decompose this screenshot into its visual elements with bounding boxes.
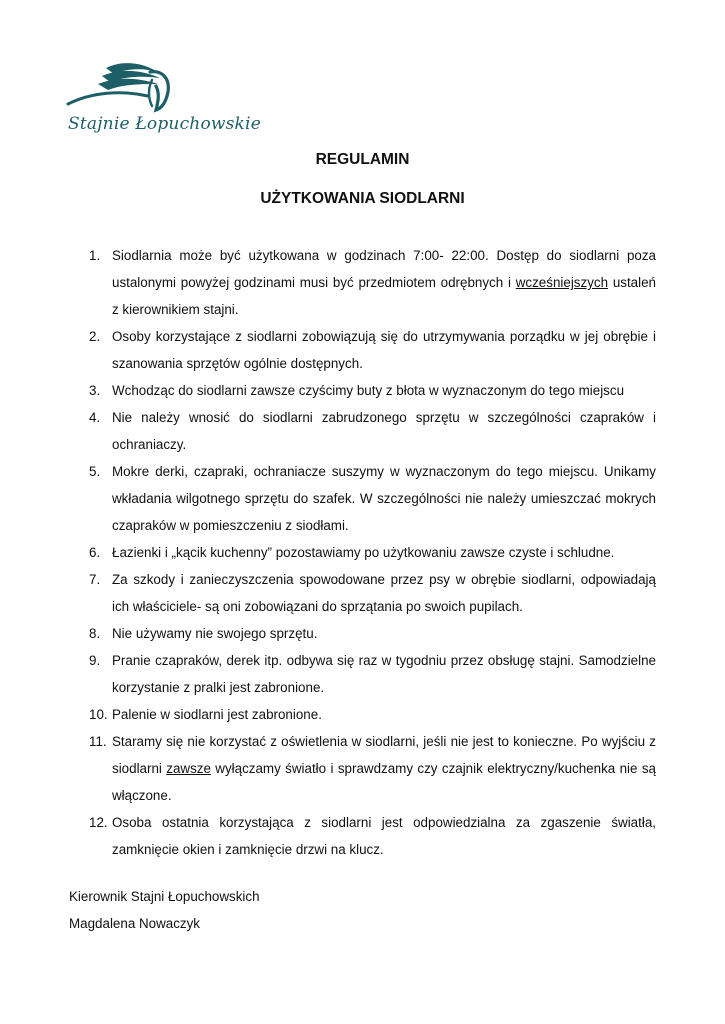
list-item (0, 404, 725, 458)
rule-text: Staramy się nie korzystać z oświetlenia w siodlarni, jeśli nie jest to konieczne. Po wyjściu z siodlarni (112, 734, 656, 776)
rule-text: Mokre derki, czapraki, ochraniacze suszymy w wyznaczonym do tego miejscu. Unikamy wkładania wilgotnego sprzętu do szafek. W szczególności nie należy umieszczać mokrych czapraków w pomieszczeniu z siodłami. (112, 464, 656, 533)
rule-text: Nie używamy nie swojego sprzętu. (112, 626, 318, 641)
list-number: 3. (89, 383, 101, 398)
document-title: REGULAMIN (315, 151, 410, 168)
list-number: 5. (89, 464, 101, 479)
list-item (0, 377, 725, 404)
list-number: 2. (89, 329, 101, 344)
list-number: 9. (89, 653, 101, 668)
list-item (0, 620, 725, 647)
list-item (0, 701, 725, 728)
list-item (0, 323, 725, 377)
signature-title: Kierownik Stajni Łopuchowskich (69, 889, 260, 904)
list-item (0, 539, 725, 566)
list-number: 12. (89, 815, 108, 830)
rule-text: Siodlarnia może być użytkowana w godzinach 7:00- 22:00. Dostęp do siodlarni poza ustalonymi powyżej godzinami musi być przedmiotem odrębnych i (112, 248, 656, 290)
list-number: 4. (89, 410, 101, 425)
rule-underlined-text: wcześniejszych (515, 275, 609, 290)
rule-text: Za szkody i zanieczyszczenia spowodowane przez psy w obrębie siodlarni, odpowiadają ich właściciele- są oni zobowiązani do sprzątania po swoich pupilach. (112, 572, 656, 614)
rule-underlined-text: zawsze (166, 761, 211, 776)
list-item (0, 809, 725, 863)
list-number: 11. (89, 734, 107, 749)
rule-text-end: ustaleń z kierownikiem stajni. (112, 275, 656, 317)
list-item (0, 242, 725, 323)
rule-text: Wchodząc do siodlarni zawsze czyścimy buty z błota w wyznaczonym do tego miejscu (112, 383, 625, 398)
list-number: 7. (89, 572, 101, 587)
list-item (0, 566, 725, 620)
rule-text: Palenie w siodlarni jest zabronione. (112, 707, 322, 722)
list-item (0, 458, 725, 539)
rule-text: Łazienki i „kącik kuchenny” pozostawiamy po użytkowaniu zawsze czyste i schludne. (112, 545, 615, 560)
list-item (0, 647, 725, 701)
list-number: 1. (89, 248, 101, 263)
rule-text: Osoby korzystające z siodlarni zobowiązują się do utrzymywania porządku w jej obrębie i szanowania sprzętów ogólnie dostępnych. (112, 329, 656, 371)
rule-text: Pranie czapraków, derek itp. odbywa się raz w tygodniu przez obsługę stajni. Samodzielne korzystanie z pralki jest zabronione. (112, 653, 656, 695)
document-subtitle: UŻYTKOWANIA SIODLARNI (260, 190, 465, 207)
list-item (0, 728, 725, 809)
list-number: 8. (89, 626, 101, 641)
rule-text-end: wyłączamy światło i sprawdzamy czy czajnik elektryczny/kuchenka nie są włączone. (112, 761, 656, 803)
horse-head-logo-icon (62, 58, 232, 118)
logo-text: Stajnie Łopuchowskie (68, 114, 261, 134)
logo (62, 58, 261, 144)
list-number: 10. (89, 707, 108, 722)
rule-text: Nie należy wnosić do siodlarni zabrudzonego sprzętu w szczególności czapraków i ochraniaczy. (112, 410, 656, 452)
signature-name: Magdalena Nowaczyk (69, 916, 200, 931)
rules-list (0, 242, 725, 863)
rule-text: Osoba ostatnia korzystająca z siodlarni jest odpowiedzialna za zgaszenie światła, zamknięcie okien i zamknięcie drzwi na klucz. (112, 815, 656, 857)
list-number: 6. (89, 545, 101, 560)
